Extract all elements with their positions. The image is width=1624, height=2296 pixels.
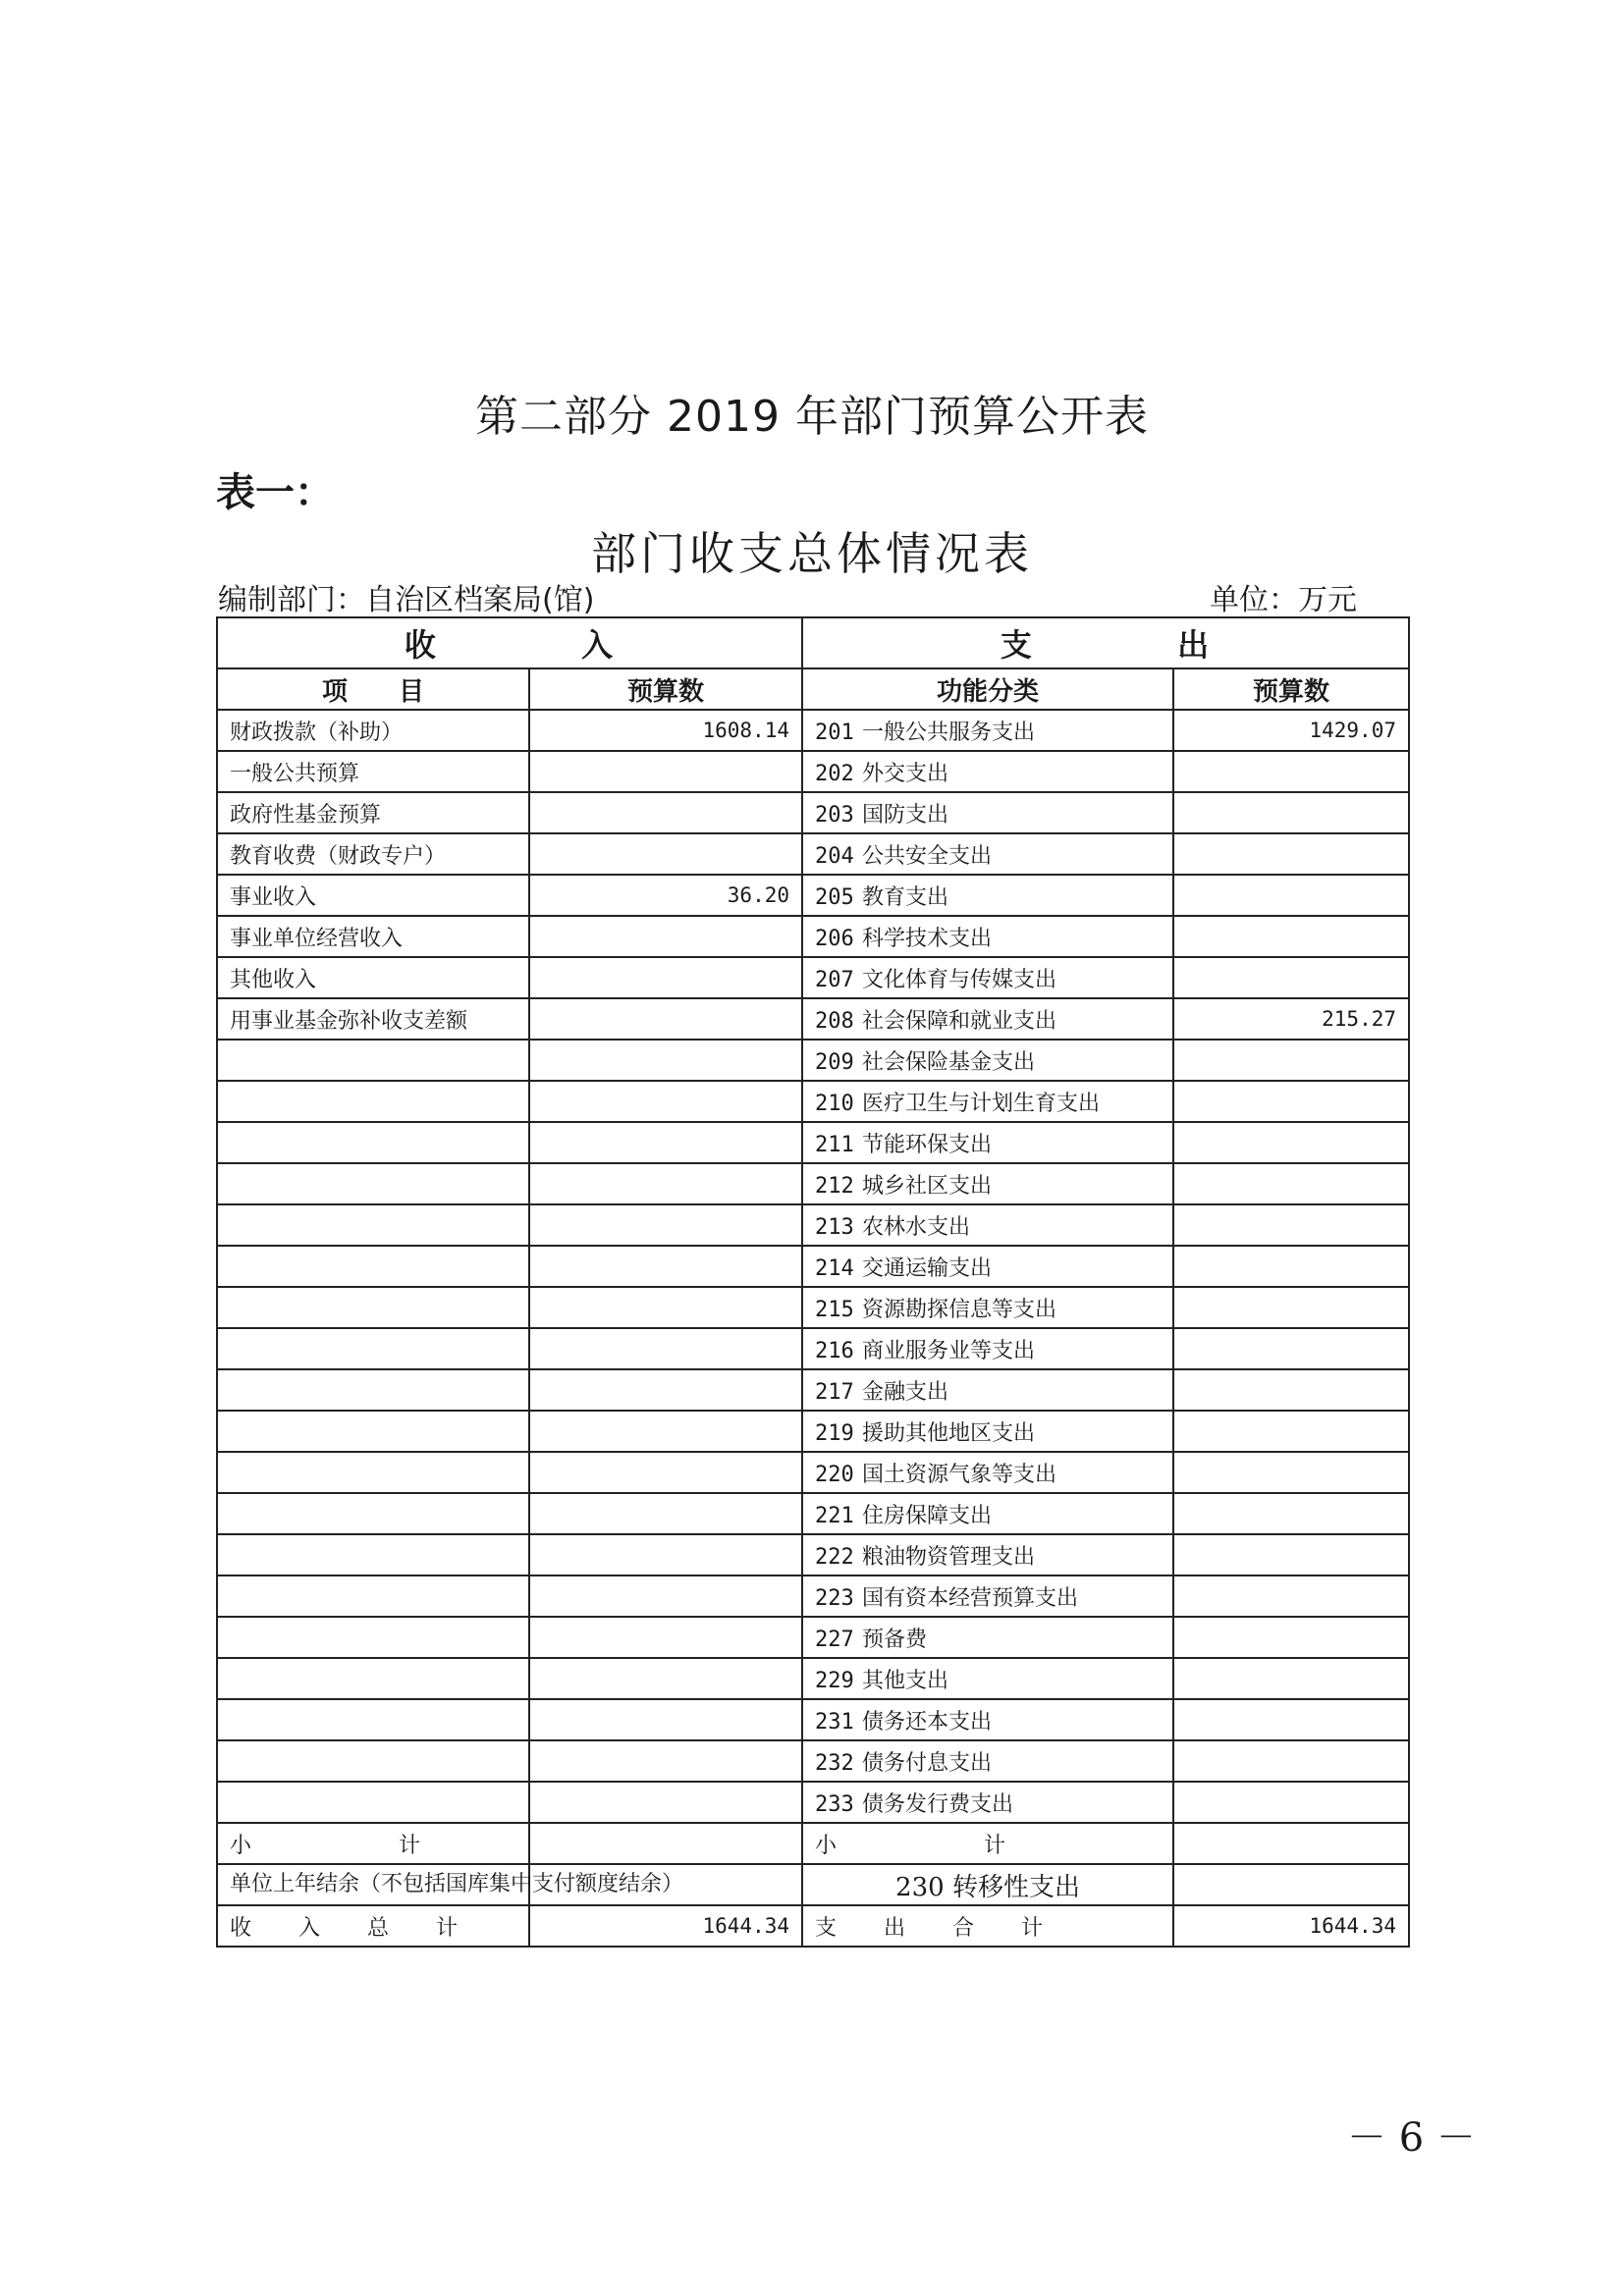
income-item: 一般公共预算 <box>217 751 529 792</box>
table-row <box>217 1040 1409 1081</box>
income-header-char: 收 <box>404 626 438 664</box>
income-section-header <box>217 617 802 668</box>
subtotal-char: 小 <box>230 1833 252 1858</box>
income-value <box>529 1534 802 1575</box>
expense-item <box>802 998 1173 1040</box>
income-item <box>217 1575 529 1617</box>
expense-label: 国防支出 <box>862 802 949 828</box>
expense-item <box>802 1493 1173 1534</box>
expense-code: 206 <box>815 926 854 951</box>
table-row <box>217 1328 1409 1369</box>
expense-section-header <box>802 617 1409 668</box>
column-header-row <box>217 668 1409 710</box>
expense-code: 203 <box>815 802 854 828</box>
table-row <box>217 1163 1409 1204</box>
expense-item <box>802 1081 1173 1122</box>
income-value <box>529 1122 802 1163</box>
income-value <box>529 998 802 1040</box>
table-row <box>217 1081 1409 1122</box>
table-row <box>217 710 1409 751</box>
expense-value <box>1173 1287 1409 1328</box>
table-row <box>217 1411 1409 1452</box>
table-row <box>217 1782 1409 1823</box>
expense-label: 外交支出 <box>862 761 949 786</box>
income-item <box>217 1411 529 1452</box>
expense-header-char: 出 <box>1177 626 1212 664</box>
expense-label: 一般公共服务支出 <box>862 720 1036 745</box>
expense-item <box>802 1740 1173 1782</box>
subtotal-left-label <box>217 1823 529 1864</box>
expense-label: 科学技术支出 <box>862 926 993 951</box>
expense-item <box>802 1575 1173 1617</box>
income-item <box>217 1122 529 1163</box>
expense-item <box>802 1534 1173 1575</box>
col-budget2-header: 预算数 <box>1173 668 1409 710</box>
expense-label: 债务付息支出 <box>862 1750 993 1776</box>
expense-value <box>1173 792 1409 833</box>
expense-item <box>802 1617 1173 1658</box>
table-row <box>217 875 1409 916</box>
table-row <box>217 1617 1409 1658</box>
income-item <box>217 1534 529 1575</box>
expense-total-label <box>802 1905 1173 1947</box>
expense-item <box>802 1287 1173 1328</box>
expense-label: 医疗卫生与计划生育支出 <box>862 1091 1101 1116</box>
income-value <box>529 792 802 833</box>
income-value <box>529 1493 802 1534</box>
expense-label: 公共安全支出 <box>862 843 993 869</box>
expense-code: 229 <box>815 1668 854 1693</box>
table-meta <box>218 575 1357 618</box>
table-row <box>217 751 1409 792</box>
expense-code: 216 <box>815 1338 854 1363</box>
expense-code: 201 <box>815 720 854 745</box>
table-title: 部门收支总体情况表 <box>591 527 1033 580</box>
income-value <box>529 1204 802 1246</box>
income-item <box>217 1040 529 1081</box>
expense-code: 223 <box>815 1585 854 1611</box>
expense-label: 节能环保支出 <box>862 1132 993 1157</box>
expense-value <box>1173 957 1409 998</box>
income-item: 其他收入 <box>217 957 529 998</box>
expense-code: 215 <box>815 1297 854 1322</box>
income-item <box>217 1204 529 1246</box>
subtotal-char: 小 <box>815 1833 838 1858</box>
expense-value <box>1173 1246 1409 1287</box>
income-item <box>217 1740 529 1782</box>
total-char: 合 <box>952 1915 975 1941</box>
income-value <box>529 1411 802 1452</box>
total-char: 入 <box>298 1915 321 1941</box>
expense-label: 社会保险基金支出 <box>862 1049 1036 1075</box>
income-value <box>529 1163 802 1204</box>
income-item: 教育收费（财政专户） <box>217 833 529 875</box>
income-item: 事业单位经营收入 <box>217 916 529 957</box>
table-row <box>217 916 1409 957</box>
expense-value <box>1173 751 1409 792</box>
table-row <box>217 1534 1409 1575</box>
expense-code: 210 <box>815 1091 854 1116</box>
expense-code: 232 <box>815 1750 854 1776</box>
expense-label: 金融支出 <box>862 1379 949 1405</box>
income-item <box>217 1658 529 1699</box>
expense-item <box>802 792 1173 833</box>
expense-code: 231 <box>815 1709 854 1735</box>
table-row <box>217 1493 1409 1534</box>
expense-code: 204 <box>815 843 854 869</box>
compiler-label: 编制部门：自治区档案局(馆) <box>218 583 595 617</box>
expense-value <box>1173 875 1409 916</box>
expense-label: 教育支出 <box>862 884 949 910</box>
expense-label: 社会保障和就业支出 <box>862 1008 1057 1034</box>
table-row <box>217 1122 1409 1163</box>
income-value <box>529 1575 802 1617</box>
expense-value <box>1173 1658 1409 1699</box>
expense-label: 债务发行费支出 <box>862 1791 1014 1817</box>
table-row <box>217 1287 1409 1328</box>
expense-code: 220 <box>815 1462 854 1487</box>
expense-item <box>802 1204 1173 1246</box>
income-total-label <box>217 1905 529 1947</box>
col-item-header: 项 目 <box>217 668 529 710</box>
expense-code: 222 <box>815 1544 854 1570</box>
col-budget-header: 预算数 <box>529 668 802 710</box>
expense-code: 227 <box>815 1627 854 1652</box>
expense-value <box>1173 1163 1409 1204</box>
expense-code: 233 <box>815 1791 854 1817</box>
table-body <box>217 710 1409 1823</box>
expense-label: 粮油物资管理支出 <box>862 1544 1036 1570</box>
expense-value <box>1173 916 1409 957</box>
income-value <box>529 1246 802 1287</box>
table-row <box>217 792 1409 833</box>
table-row <box>217 957 1409 998</box>
expense-value: 1429.07 <box>1173 710 1409 751</box>
expense-code: 219 <box>815 1420 854 1446</box>
expense-value <box>1173 833 1409 875</box>
table-row <box>217 998 1409 1040</box>
table-row <box>217 1204 1409 1246</box>
page-number: － 6 － <box>1347 2115 1476 2161</box>
expense-item <box>802 957 1173 998</box>
expense-value <box>1173 1782 1409 1823</box>
income-item <box>217 1699 529 1740</box>
expense-value <box>1173 1411 1409 1452</box>
expense-label: 交通运输支出 <box>862 1255 993 1281</box>
income-item: 政府性基金预算 <box>217 792 529 833</box>
expense-label: 资源勘探信息等支出 <box>862 1297 1057 1322</box>
col-func-header: 功能分类 <box>802 668 1173 710</box>
subtotal-right-value <box>1173 1823 1409 1864</box>
expense-item <box>802 875 1173 916</box>
expense-value <box>1173 1534 1409 1575</box>
table-number: 表一： <box>216 470 334 515</box>
income-item: 用事业基金弥补收支差额 <box>217 998 529 1040</box>
expense-code: 202 <box>815 761 854 786</box>
expense-label: 其他支出 <box>862 1668 949 1693</box>
expense-code: 214 <box>815 1255 854 1281</box>
expense-value <box>1173 1452 1409 1493</box>
table-row <box>217 1658 1409 1699</box>
total-char: 支 <box>815 1915 838 1941</box>
subtotal-char: 计 <box>399 1833 421 1858</box>
section-header-row <box>217 617 1409 668</box>
expense-item <box>802 751 1173 792</box>
income-value <box>529 1452 802 1493</box>
transfer-label: 230 转移性支出 <box>802 1864 1173 1905</box>
total-char: 出 <box>884 1915 906 1941</box>
carryover-label: 单位上年结余（不包括国库集中支付额度结余） <box>217 1864 529 1905</box>
income-value <box>529 1782 802 1823</box>
expense-item <box>802 1328 1173 1369</box>
expense-code: 213 <box>815 1214 854 1240</box>
income-value <box>529 916 802 957</box>
income-item <box>217 1081 529 1122</box>
income-item <box>217 1287 529 1328</box>
expense-value: 215.27 <box>1173 998 1409 1040</box>
income-item: 事业收入 <box>217 875 529 916</box>
expense-label: 预备费 <box>862 1627 928 1652</box>
table-row <box>217 1452 1409 1493</box>
expense-value <box>1173 1204 1409 1246</box>
expense-label: 文化体育与传媒支出 <box>862 967 1057 992</box>
income-value <box>529 1081 802 1122</box>
subtotal-left-value <box>529 1823 802 1864</box>
table-row <box>217 1699 1409 1740</box>
income-value <box>529 1658 802 1699</box>
total-char: 计 <box>1021 1915 1044 1941</box>
income-value <box>529 1040 802 1081</box>
expense-item <box>802 1699 1173 1740</box>
expense-code: 209 <box>815 1049 854 1075</box>
income-value <box>529 833 802 875</box>
table-row <box>217 1369 1409 1411</box>
income-value <box>529 1287 802 1328</box>
expense-item <box>802 1452 1173 1493</box>
expense-code: 205 <box>815 884 854 910</box>
table-row <box>217 1575 1409 1617</box>
income-total-value: 1644.34 <box>529 1905 802 1947</box>
income-value <box>529 957 802 998</box>
expense-code: 208 <box>815 1008 854 1034</box>
carryover-row <box>217 1864 1409 1905</box>
income-value <box>529 1699 802 1740</box>
expense-item <box>802 1122 1173 1163</box>
expense-item <box>802 916 1173 957</box>
expense-value <box>1173 1699 1409 1740</box>
income-value <box>529 1617 802 1658</box>
expense-item <box>802 1782 1173 1823</box>
expense-code: 217 <box>815 1379 854 1405</box>
income-value <box>529 1740 802 1782</box>
expense-item <box>802 1246 1173 1287</box>
expense-code: 221 <box>815 1503 854 1528</box>
expense-item <box>802 1369 1173 1411</box>
expense-value <box>1173 1617 1409 1658</box>
expense-item <box>802 1163 1173 1204</box>
expense-item <box>802 1040 1173 1081</box>
expense-code: 207 <box>815 967 854 992</box>
expense-value <box>1173 1328 1409 1369</box>
income-value <box>529 1369 802 1411</box>
expense-value <box>1173 1493 1409 1534</box>
expense-label: 国有资本经营预算支出 <box>862 1585 1079 1611</box>
transfer-value <box>1173 1864 1409 1905</box>
income-value: 1608.14 <box>529 710 802 751</box>
expense-label: 国土资源气象等支出 <box>862 1462 1057 1487</box>
expense-item <box>802 833 1173 875</box>
subtotal-right-label <box>802 1823 1173 1864</box>
income-item <box>217 1452 529 1493</box>
expense-label: 住房保障支出 <box>862 1503 993 1528</box>
expense-code: 212 <box>815 1173 854 1199</box>
expense-label: 债务还本支出 <box>862 1709 993 1735</box>
expense-label: 援助其他地区支出 <box>862 1420 1036 1446</box>
total-char: 收 <box>230 1915 252 1941</box>
income-value <box>529 1328 802 1369</box>
subtotal-char: 计 <box>984 1833 1006 1858</box>
expense-value <box>1173 1369 1409 1411</box>
income-header-char: 入 <box>581 626 616 664</box>
subtotal-row <box>217 1823 1409 1864</box>
expense-item <box>802 710 1173 751</box>
total-row <box>217 1905 1409 1947</box>
total-char: 总 <box>367 1915 390 1941</box>
expense-label: 农林水支出 <box>862 1214 971 1240</box>
expense-code: 211 <box>815 1132 854 1157</box>
income-item <box>217 1246 529 1287</box>
income-item <box>217 1617 529 1658</box>
expense-value <box>1173 1081 1409 1122</box>
expense-value <box>1173 1740 1409 1782</box>
income-value <box>529 751 802 792</box>
part-title: 第二部分 2019 年部门预算公开表 <box>475 392 1149 442</box>
expense-item <box>802 1411 1173 1452</box>
income-item <box>217 1163 529 1204</box>
table-row <box>217 833 1409 875</box>
income-value: 36.20 <box>529 875 802 916</box>
table-row <box>217 1246 1409 1287</box>
expense-label: 城乡社区支出 <box>862 1173 993 1199</box>
income-item <box>217 1328 529 1369</box>
expense-item <box>802 1658 1173 1699</box>
unit-label: 单位：万元 <box>1210 583 1357 617</box>
expense-value <box>1173 1575 1409 1617</box>
income-item <box>217 1369 529 1411</box>
expense-label: 商业服务业等支出 <box>862 1338 1036 1363</box>
income-item <box>217 1782 529 1823</box>
budget-table <box>216 616 1410 1948</box>
income-item: 财政拨款（补助） <box>217 710 529 751</box>
income-item <box>217 1493 529 1534</box>
expense-header-char: 支 <box>1000 626 1034 664</box>
table-row <box>217 1740 1409 1782</box>
total-char: 计 <box>436 1915 459 1941</box>
expense-total-value: 1644.34 <box>1173 1905 1409 1947</box>
expense-value <box>1173 1122 1409 1163</box>
expense-value <box>1173 1040 1409 1081</box>
